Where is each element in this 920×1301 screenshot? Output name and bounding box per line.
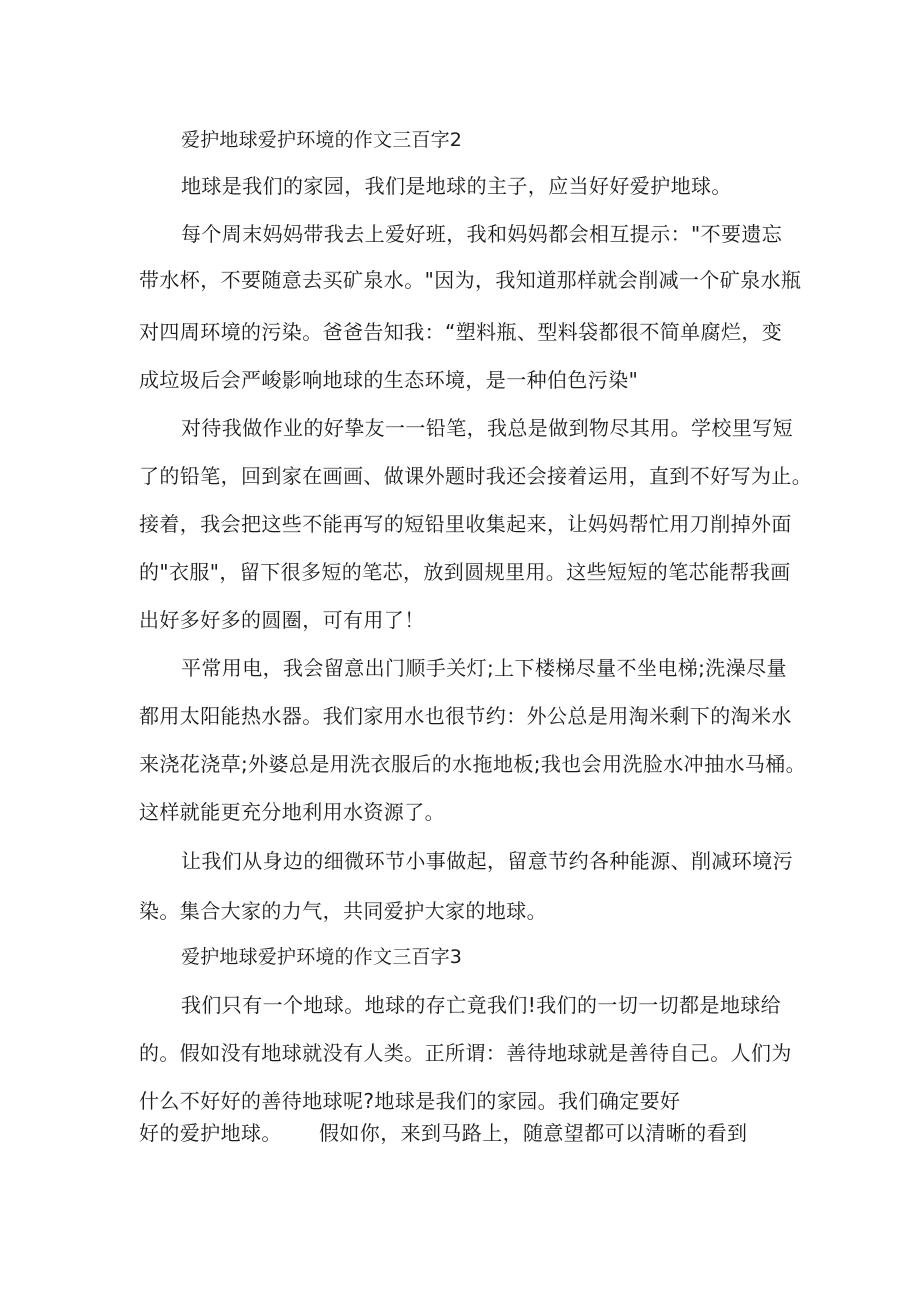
paragraph-line: 接着，我会把这些不能再写的短铅里收集起来，让妈妈帮忙用刀削掉外面	[139, 512, 792, 536]
paragraph-line: 对四周环境的污染。爸爸告知我：“塑料瓶、型料袋都很不简单腐烂，变	[139, 320, 783, 344]
paragraph-line: 什么不好好的善待地球呢?地球是我们的家园。我们确定要好	[139, 1089, 681, 1113]
paragraph-line: 的"衣服"，留下很多短的笔芯，放到圆规里用。这些短短的笔芯能帮我画	[139, 560, 791, 584]
paragraph-line: 这样就能更充分地利用水资源了。	[139, 800, 445, 824]
paragraph-line: 了的铅笔，回到家在画画、做课外题时我还会接着运用，直到不好写为止。	[139, 464, 813, 488]
section-heading-2: 爱护地球爱护环境的作文三百字2	[181, 129, 463, 151]
paragraph-line: 地球是我们的家园，我们是地球的主子，应当好好爱护地球。	[181, 174, 732, 198]
paragraph-line: 我们只有一个地球。地球的存亡竟我们!我们的一切一切都是地球给	[181, 993, 782, 1017]
paragraph-line: 假如你，来到马路上，随意望都可以清晰的看到	[319, 1121, 748, 1145]
paragraph-line: 对待我做作业的好挚友一一铅笔，我总是做到物尽其用。学校里写短	[181, 416, 793, 440]
paragraph-line: 成垃圾后会严峻影响地球的生态环境，是一种伯色污染"	[139, 368, 639, 392]
paragraph-line: 平常用电，我会留意出门顺手关灯;上下楼梯尽量不坐电梯;洗澡尽量	[181, 656, 787, 680]
paragraph-line: 染。集合大家的力气，共同爱护大家的地球。	[139, 899, 547, 923]
paragraph-line: 好的爱护地球。	[139, 1121, 282, 1145]
paragraph-line: 都用太阳能热水器。我们家用水也很节约：外公总是用淘米剩下的淘米水	[139, 704, 792, 728]
paragraph-line: 出好多好多的圆圈，可有用了！	[139, 608, 425, 632]
paragraph-line: 来浇花浇草;外婆总是用洗衣服后的水拖地板;我也会用洗脸水冲抽水马桶。	[139, 752, 807, 776]
paragraph-line: 每个周末妈妈带我去上爱好班，我和妈妈都会相互提示："不要遗忘	[181, 222, 783, 246]
paragraph-line: 让我们从身边的细微环节小事做起，留意节约各种能源、削减环境污	[181, 849, 793, 873]
section-heading-3: 爱护地球爱护环境的作文三百字3	[181, 946, 463, 968]
paragraph-line: 带水杯，不要随意去买矿泉水。"因为，我知道那样就会削减一个矿泉水瓶	[139, 268, 802, 292]
paragraph-line: 的。假如没有地球就没有人类。正所谓：善待地球就是善待自己。人们为	[139, 1041, 792, 1065]
